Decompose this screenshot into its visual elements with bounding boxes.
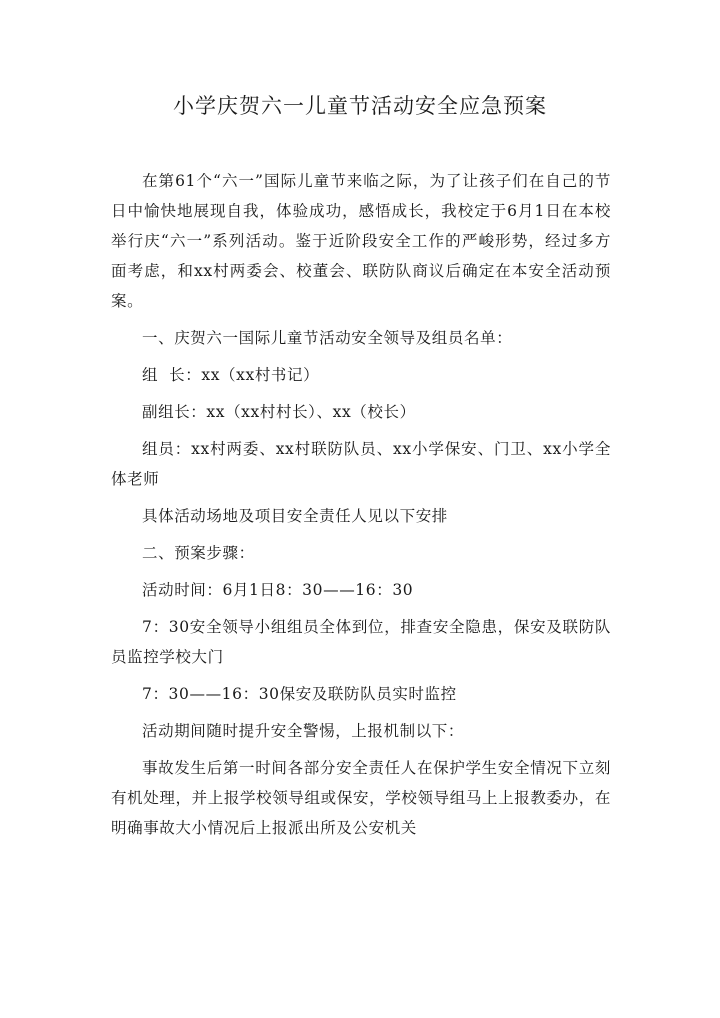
step-0730-line: 7：30安全领导小组组员全体到位，排查安全隐患，保安及联防队员监控学校大门 (111, 618, 611, 666)
section-heading-leadership: 一、庆贺六一国际儿童节活动安全领导及组员名单： (142, 329, 513, 347)
section-heading-steps: 二、预案步骤： (142, 544, 255, 562)
document-body (111, 166, 611, 850)
team-leader-line: 组 长：xx（xx村书记） (142, 366, 320, 384)
team-members-line: 组员：xx村两委、xx村联防队员、xx小学保安、门卫、xx小学全体老师 (111, 440, 611, 488)
monitoring-line: 7：30——16：30保安及联防队员实时监控 (142, 685, 457, 703)
responsibility-note: 具体活动场地及项目安全责任人见以下安排 (142, 507, 448, 525)
document-title: 小学庆贺六一儿童节活动安全应急预案 (173, 94, 547, 118)
deputy-leader-line: 副组长：xx（xx村村长）、xx（校长） (142, 403, 416, 421)
incident-procedure-paragraph: 事故发生后第一时间各部分安全责任人在保护学生安全情况下立刻有机处理，并上报学校领导组或保安，学校领导组马上上报教委办，在明确事故大小情况后上报派出所及公安机关 (111, 759, 611, 837)
intro-paragraph: 在第61个“六一”国际儿童节来临之际，为了让孩子们在自己的节日中愉快地展现自我，体验成功，感悟成长，我校定于6月1日在本校举行庆“六一”系列活动。鉴于近阶段安全工作的严峻形势，经过多方面考虑，和xx村两委会、校董会、联防队商议后确定在本安全活动预案。 (111, 172, 611, 310)
activity-time-line: 活动时间：6月1日8：30——16：30 (142, 581, 414, 599)
reporting-mechanism-line: 活动期间随时提升安全警惕，上报机制以下： (142, 722, 465, 740)
